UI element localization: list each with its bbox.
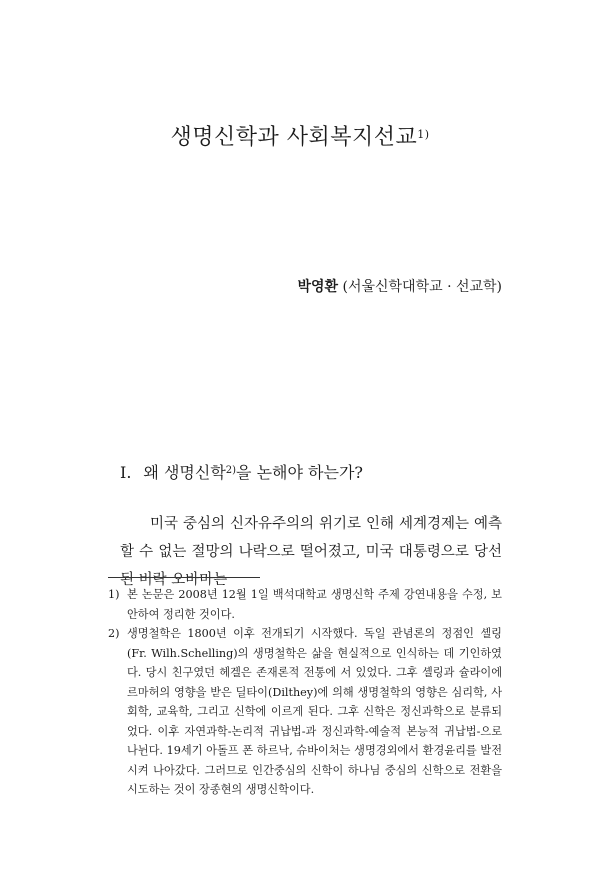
section-footnote-ref[interactable]: 2) <box>225 465 237 476</box>
author-name: 박영환 <box>297 279 339 295</box>
footnote-1 <box>108 585 502 624</box>
section-heading-text-before: 왜 생명신학 <box>143 463 226 482</box>
footnote-text: 본 논문은 2008년 12월 1일 백석대학교 생명신학 주제 강연내용을 수정, 보안하여 정리한 것이다. <box>127 588 502 621</box>
title-footnote-ref[interactable]: 1) <box>417 128 430 141</box>
body-line-2: 절망의 나락으로 떨어졌고, 미국 대통령으로 당선된 버락 오바마는 <box>120 544 503 588</box>
title-text: 생명신학과 사회복지선교 <box>170 125 418 150</box>
author-line <box>297 276 502 296</box>
footnotes <box>108 585 502 800</box>
section-heading-text-after: 을 논해야 하는가? <box>236 463 363 482</box>
footnote-marker: 1) <box>108 588 120 601</box>
body-line-1: 미국 중심의 신자유주의의 위기로 인해 세계경제는 예측할 수 없는 <box>120 516 502 560</box>
footnote-separator <box>108 577 260 578</box>
section-heading <box>120 460 363 483</box>
footnote-2 <box>108 624 502 800</box>
author-affiliation: (서울신학대학교 · 선교학) <box>342 279 502 295</box>
footnote-text: 생명철학은 1800년 이후 전개되기 시작했다. 독일 관념론의 정점인 셸링 (Fr. Wilh.Schelling)의 생명철학은 삶을 현실적으로 인식하는 데 기인하였다. 당시 친구였던 헤겔은 존재론적 전통에 서 있었다. 그후 셸링과 슐라이에르마허의 영향을 받은 딜타이(Dilthey)에 의해 생명철학의 영향은 심리학, 사회학, 교육학, 그리고 신학에 이르게 된다. 그후 신학은 정신과학으로 분류되었다. 이후 자연과학-논리적 귀납법-과 정신과학-예술적 본능적 귀납법-으로 나뉜다. 19세기 아돌프 폰 하르낙, 슈바이처는 생명경외에서 환경윤리를 발전시켜 나아갔다. 그러므로 인간중심의 신학이 하나님 중심의 신학으로 전환을 시도하는 것이 장종현의 생명신학이다. <box>127 627 502 796</box>
footnote-marker: 2) <box>108 627 120 640</box>
body-paragraph <box>120 510 502 594</box>
section-number: I. <box>120 463 132 482</box>
paper-title <box>0 120 600 151</box>
